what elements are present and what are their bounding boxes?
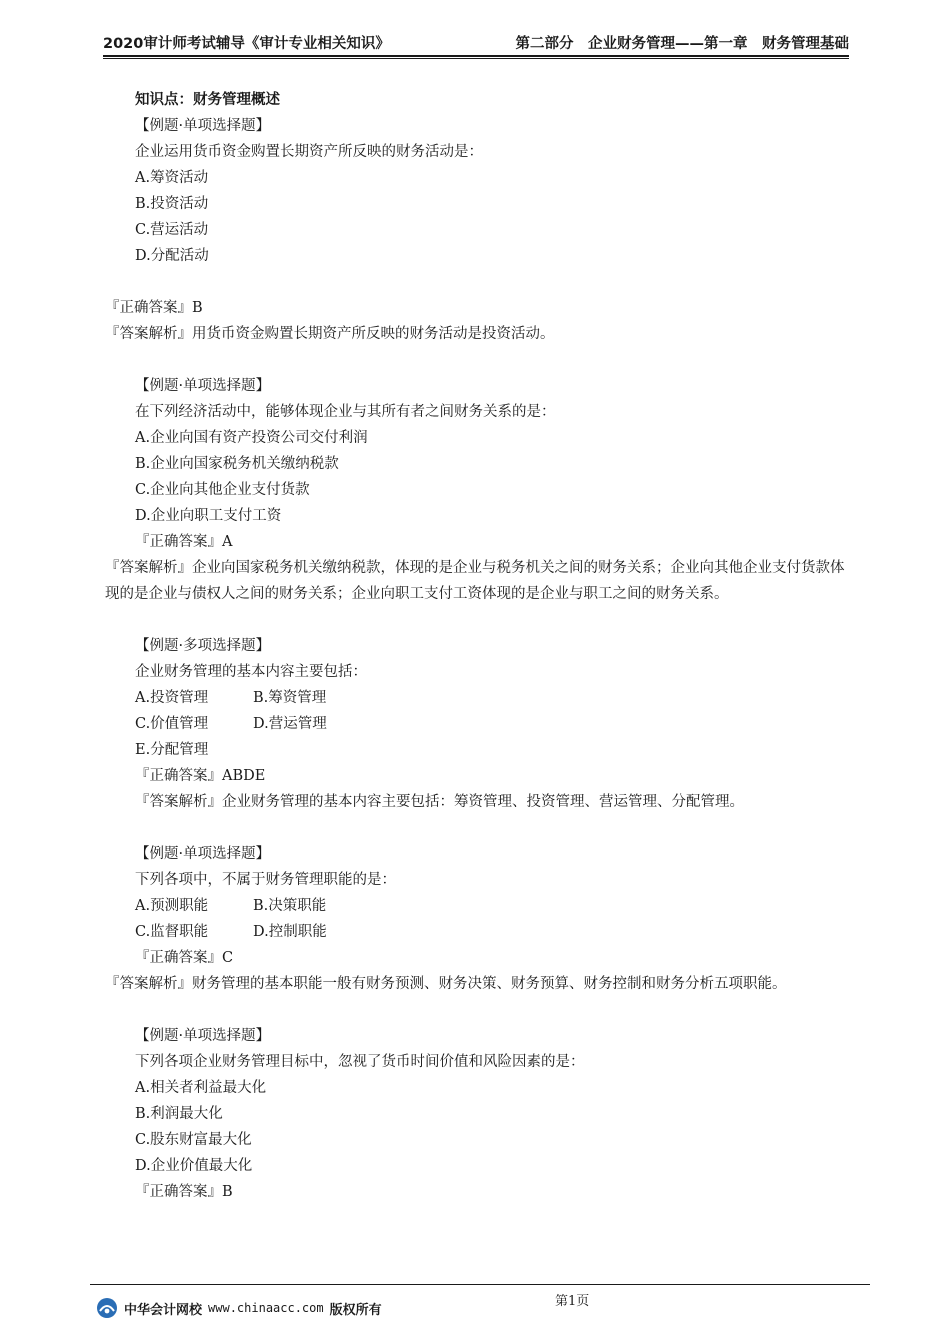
answer-analysis: 『答案解析』企业向国家税务机关缴纳税款，体现的是企业与税务机关之间的财务关系；企业向其他企业支付货款体现的是企业与债权人之间的财务关系；企业向职工支付工资体现的是企业与职工之间的财务关系。: [105, 560, 845, 602]
option-c: C.企业向其他企业支付货款: [135, 482, 310, 498]
correct-answer: 『正确答案』B: [105, 300, 203, 316]
document-body: [105, 87, 855, 1205]
question-tag: 【例题·单项选择题】: [135, 1028, 271, 1044]
option-d: D.企业向职工支付工资: [135, 508, 282, 524]
header-rule-thick: [103, 55, 849, 57]
option-c: C.监督职能: [135, 924, 209, 940]
question-5: [135, 1023, 855, 1205]
page-header: [103, 32, 849, 52]
question-tag: 【例题·单项选择题】: [135, 378, 271, 394]
option-a: A.筹资活动: [135, 170, 209, 186]
footer-site-url: www.chinaacc.com: [208, 1301, 324, 1315]
option-c: C.价值管理: [135, 716, 209, 732]
option-row: [135, 893, 855, 919]
question-stem: 企业运用货币资金购置长期资产所反映的财务活动是：: [135, 144, 483, 160]
question-1: [105, 113, 855, 347]
option-d: D.分配活动: [135, 248, 209, 264]
option-d: D.营运管理: [253, 716, 327, 732]
question-tag: 【例题·单项选择题】: [135, 118, 271, 134]
option-b: B.筹资管理: [253, 690, 327, 706]
correct-answer: 『正确答案』B: [135, 1184, 233, 1200]
question-stem: 下列各项企业财务管理目标中，忽视了货币时间价值和风险因素的是：: [135, 1054, 585, 1070]
option-d: D.控制职能: [253, 924, 327, 940]
correct-answer: 『正确答案』ABDE: [135, 768, 266, 784]
chinaacc-logo-icon: [96, 1297, 118, 1319]
correct-answer: 『正确答案』C: [135, 950, 234, 966]
knowledge-point-heading: 知识点：财务管理概述: [135, 92, 280, 108]
option-a: A.投资管理: [135, 690, 209, 706]
question-stem: 下列各项中，不属于财务管理职能的是：: [135, 872, 396, 888]
question-4: [105, 841, 855, 997]
option-row: [135, 919, 855, 945]
page-number: 第1页: [555, 1294, 590, 1309]
option-d: D.企业价值最大化: [135, 1158, 253, 1174]
option-b: B.企业向国家税务机关缴纳税款: [135, 456, 339, 472]
footer-brand-name: 中华会计网校: [124, 1302, 203, 1318]
option-row: [135, 685, 855, 711]
question-tag: 【例题·多项选择题】: [135, 638, 271, 654]
answer-analysis: 『答案解析』企业财务管理的基本内容主要包括：筹资管理、投资管理、营运管理、分配管理。: [135, 794, 744, 810]
footer-rights: 版权所有: [329, 1302, 382, 1318]
correct-answer: 『正确答案』A: [135, 534, 233, 550]
option-e: E.分配管理: [135, 742, 209, 758]
question-tag: 【例题·单项选择题】: [135, 846, 271, 862]
option-b: B.利润最大化: [135, 1106, 223, 1122]
option-b: B.投资活动: [135, 196, 209, 212]
question-2: [105, 373, 855, 607]
header-course-title: 2020审计师考试辅导《审计专业相关知识》: [103, 36, 390, 52]
header-rule-thin: [103, 58, 849, 59]
footer-rule: [90, 1284, 870, 1285]
option-c: C.营运活动: [135, 222, 209, 238]
option-a: A.预测职能: [135, 898, 209, 914]
question-stem: 在下列经济活动中，能够体现企业与其所有者之间财务关系的是：: [135, 404, 556, 420]
header-chapter-title: 第二部分 企业财务管理——第一章 财务管理基础: [515, 36, 849, 52]
footer-brand: [96, 1296, 382, 1320]
answer-analysis: 『答案解析』财务管理的基本职能一般有财务预测、财务决策、财务预算、财务控制和财务分析五项职能。: [105, 976, 787, 992]
option-a: A.相关者利益最大化: [135, 1080, 267, 1096]
question-3: [135, 633, 855, 815]
option-c: C.股东财富最大化: [135, 1132, 252, 1148]
question-stem: 企业财务管理的基本内容主要包括：: [135, 664, 367, 680]
answer-analysis: 『答案解析』用货币资金购置长期资产所反映的财务活动是投资活动。: [105, 326, 555, 342]
option-a: A.企业向国有资产投资公司交付利润: [135, 430, 368, 446]
option-b: B.决策职能: [253, 898, 327, 914]
option-row: [135, 711, 855, 737]
